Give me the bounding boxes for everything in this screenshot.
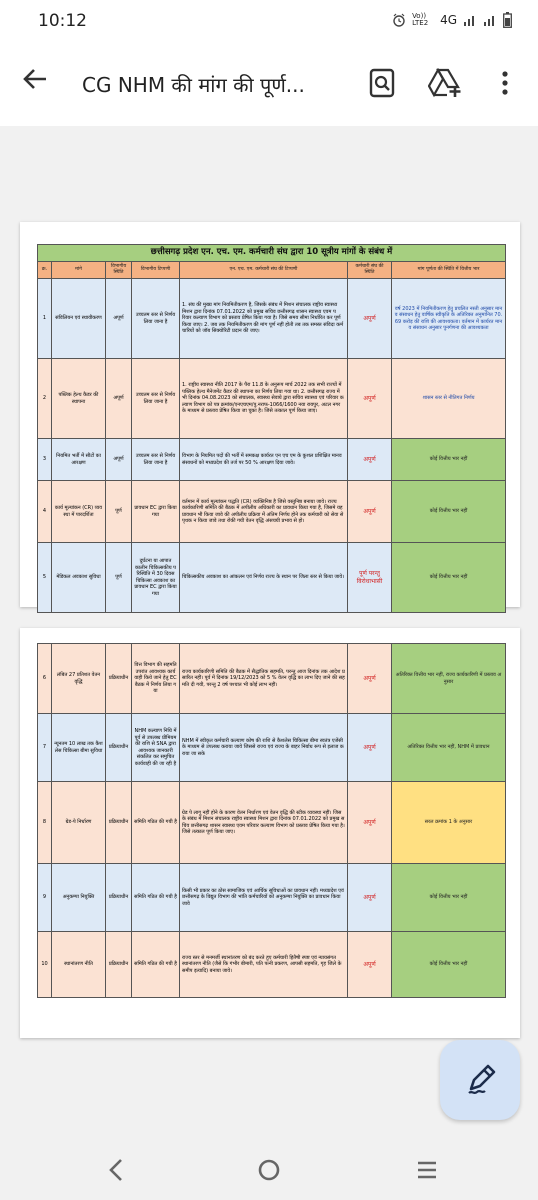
demand-cell: ग्रेड-पे निर्धारण xyxy=(52,782,106,864)
header-cell: विभागीय स्थिति xyxy=(106,262,132,279)
union-comment-cell: विभाग के नियमित पदों की भर्ती में समकक्ष कार्यरत एन एच एम के कुशल प्रशिक्षित मानव संसाधनों को मध्यप्रदेश की तर्ज पर 50 % आरक्षण दिया जावे। xyxy=(180,439,348,481)
union-status-cell: अपूर्ण xyxy=(348,782,392,864)
dept-comment-cell: समिति गठित की गयी है xyxy=(132,932,180,998)
union-status-cell: अपूर्ण xyxy=(348,481,392,543)
financial-burden-cell: कोई वित्तीय भार नहीं xyxy=(392,932,506,998)
row-number: 1 xyxy=(38,279,52,359)
edit-pen-icon xyxy=(440,1040,520,1120)
union-comment-cell: राज्य स्तर से मनमर्जी स्थानांतरण को बंद करते हुए कर्मचारी हितैषी स्पष्ट एवं न्यायसंगत स्थानांतरण नीति (जैसे कि गंभीर बीमारी, पति पत्नी प्रकरण, आपसी सहमति, गृह जिले के समीप इत्यादि) बनाया जावे। xyxy=(180,932,348,998)
signal-icon xyxy=(483,13,497,27)
table-row xyxy=(38,714,506,782)
union-status-cell: अपूर्ण xyxy=(348,714,392,782)
union-comment-cell: ग्रेड पे लागू नहीं होने के कारण वेतन निर्धारण एवं वेतन वृद्धि की स्टीक व्यवस्था नहीं। जिसके संबंध में मिशन संचालक राष्ट्रीय स्वास्थ्य मिशन द्वारा दिनांक 07.01.2022 को प्रमुख सचिव छत्तीसगढ़ शासन स्वास्थ्य एवम परिवार कल्याण विभाग को प्रस्ताव प्रेषित किया गया है। जिसे तत्काल पूर्ण किया जाए। xyxy=(180,782,348,864)
dept-comment-cell: उच्चतम स्तर से निर्णय लिया जाना है xyxy=(132,359,180,439)
financial-burden-cell: सरल क्रमांक 1 के अनुसार xyxy=(392,782,506,864)
document-page-2[interactable] xyxy=(20,628,520,1038)
union-comment-cell: NHM में स्वीकृत कर्मचारी कल्याण कोष की राशि से कैशलेस चिकित्सा बीमा स्वतंत्र एजेंसी के माध्यम से उपलब्ध कराया जावे जिससे राज्य एवं राज्य के बाहर निर्बाध रूप से इलाज कराया जा सके xyxy=(180,714,348,782)
dept-comment-cell: उच्चतम स्तर से निर्णय लिया जाना है xyxy=(132,279,180,359)
table-row xyxy=(38,644,506,714)
dept-status-cell: प्रक्रियाधीन xyxy=(106,644,132,714)
dept-status-cell: अपूर्ण xyxy=(106,359,132,439)
dept-status-cell: पूर्ण xyxy=(106,543,132,613)
union-comment-cell: वर्तमान में कार्य मूल्यांकन पद्धति (CR) व्यक्तिनिष्ठ है जिसे वस्तुनिष्ठ बनाया जावे। राज्य कार्यकारिणी समिति की बैठक में अपीलीय अधिकारी का प्रावधान किया गया है, जिसमे यह प्रावधान भी किया जावे की अपीलीय प्रक्रिया में अंतिम निर्णय होने तक कर्मचारी को सेवा से पृथक न किया जावे तथा रोकी गयी वेतन वृद्धि अंसचयी प्रभाव से हो। xyxy=(180,481,348,543)
battery-icon xyxy=(503,12,512,28)
dept-status-cell: प्रक्रियाधीन xyxy=(106,864,132,932)
dept-status-cell: पूर्ण xyxy=(106,481,132,543)
nav-back-icon[interactable] xyxy=(100,1152,134,1188)
row-number: 7 xyxy=(38,714,52,782)
union-status-cell: अपूर्ण xyxy=(348,644,392,714)
header-cell: एन. एच. एम. कर्मचारी संघ की टिप्पणी xyxy=(180,262,348,279)
table-row xyxy=(38,543,506,613)
demands-table-page-1 xyxy=(37,244,506,613)
dept-comment-cell: NHM कल्याण निधि में पूर्व से उपलब्ध प्रीमियम की राशि से SNA द्वारा आवश्यक जानकारी संकलित कर समुचित कार्यवाही की जा रही है xyxy=(132,714,180,782)
header-cell: विभागीय टिप्पणी xyxy=(132,262,180,279)
financial-burden-cell: कोई वित्तीय भार नहीं xyxy=(392,864,506,932)
volte-label: Vo)) LTE2 xyxy=(412,12,429,27)
search-document-icon[interactable] xyxy=(368,68,396,98)
union-status-cell: पूर्ण परन्तु विरोधाभासी xyxy=(348,543,392,613)
document-page-1[interactable] xyxy=(20,222,520,607)
union-comment-cell: चिकित्सकीय अवकाश का आंकलन एवं निर्णय राज्य के स्थान पर जिला स्तर से किया जावे। xyxy=(180,543,348,613)
union-status-cell: अपूर्ण xyxy=(348,279,392,359)
union-comment-cell: 1. संघ की मुख्य मांग नियमितीकरण है, जिसके संबंध में मिशन संचालक राष्ट्रीय स्वास्थ्य मिशन द्वारा दिनांक 07.01.2022 को प्रमुख सचिव छत्तीसगढ़ शासन स्वास्थ्य एवम परिवार कल्याण विभाग को प्रस्ताव प्रेषित किया गया है। जिसे समय सीमा निर्धारित कर पूर्ण किया जाए। 2. जब तक नियमितीकरण की मांग पूर्ण नहीं होती तब तक समस्त संविदा कर्मचारियों को जॉब सिक्योरिटी प्रदान की जाए। xyxy=(180,279,348,359)
row-number: 6 xyxy=(38,644,52,714)
row-number: 10 xyxy=(38,932,52,998)
dept-comment-cell: समिति गठित की गयी है xyxy=(132,782,180,864)
dept-comment-cell: दुर्घटना या आपातकालीन चिकित्सकीय परिस्थिति में 30 दिवस चिकित्सा अवकाश का प्रावधान EC द्वारा किया गया xyxy=(132,543,180,613)
demand-cell: स्थानांतरण नीति xyxy=(52,932,106,998)
demand-cell: लंबित 27 प्रतिशत वेतन वृद्धि xyxy=(52,644,106,714)
row-number: 9 xyxy=(38,864,52,932)
demand-cell: न्यूनतम 10 लाख तक कैशलेस चिकित्सा बीमा सुविधा xyxy=(52,714,106,782)
dept-comment-cell: समिति गठित की गयी है xyxy=(132,864,180,932)
header-cell: मांग पूर्णता की स्थिति में वित्तीय भार xyxy=(392,262,506,279)
table-row xyxy=(38,359,506,439)
nav-recents-icon[interactable] xyxy=(410,1152,444,1188)
dept-comment-cell: वित्त विभाग की सहमति उपरांत आवश्यक कार्यवाही किये जाने हेतु EC बैठक में निर्णय लिया गया xyxy=(132,644,180,714)
header-cell: क्र. xyxy=(38,262,52,279)
demand-cell: मेडिकल अवकाश सुविधा xyxy=(52,543,106,613)
header-cell: मांगे xyxy=(52,262,106,279)
demand-cell: पब्लिक हेल्थ कैडर की स्थापना xyxy=(52,359,106,439)
status-icons xyxy=(392,12,512,28)
demand-cell: कार्य मूल्यांकन (CR) व्यवस्था में पारदर्शिता xyxy=(52,481,106,543)
demand-cell: अनुकम्पा नियुक्ति xyxy=(52,864,106,932)
financial-burden-cell: अतिरिक्त वित्तीय भार नहीं, NHM में प्रावधान xyxy=(392,714,506,782)
row-number: 5 xyxy=(38,543,52,613)
financial-burden-cell: वर्ष 2023 में नियमितीकरण हेतु प्रचलित नस्ती अनुसार मानव संसाधन हेतु वार्षिक स्वीकृति के अतिरिक्त अनुमानित 70.69 करोड़ की राशि की आवश्यकता। वर्तमान में कार्यरत मानव संसाधन अनुसार पुनर्गणना की आवश्यकता xyxy=(392,279,506,359)
table-title: छत्तीसगढ़ प्रदेश एन. एच. एम. कर्मचारी संघ द्वारा 10 सूत्रीय मांगों के संबंध में xyxy=(38,245,506,262)
network-label: 4G xyxy=(440,13,457,27)
row-number: 4 xyxy=(38,481,52,543)
arrow-left-icon[interactable] xyxy=(22,66,48,92)
table-row xyxy=(38,481,506,543)
financial-burden-cell: शासन स्तर से नीतिगत निर्णय xyxy=(392,359,506,439)
demands-table-page-2 xyxy=(37,643,506,998)
financial-burden-cell: कोई वित्तीय भार नहीं xyxy=(392,439,506,481)
alarm-icon xyxy=(392,13,406,27)
union-status-cell: अपूर्ण xyxy=(348,439,392,481)
table-row xyxy=(38,864,506,932)
financial-burden-cell: अतिरिक्त वित्तीय भार नहीं, राज्य कार्यकारिणी में प्रस्ताव अनुसार xyxy=(392,644,506,714)
system-navigation-bar xyxy=(0,1140,538,1200)
add-to-drive-icon[interactable] xyxy=(428,68,462,98)
union-status-cell: अपूर्ण xyxy=(348,359,392,439)
dept-status-cell: अपूर्ण xyxy=(106,279,132,359)
financial-burden-cell: कोई वित्तीय भार नहीं xyxy=(392,481,506,543)
nav-home-icon[interactable] xyxy=(252,1152,286,1188)
table-header-row xyxy=(38,262,506,279)
dept-comment-cell: प्रावधान EC द्वारा किया गया xyxy=(132,481,180,543)
document-title: CG NHM की मांग की पूर्ण... xyxy=(82,73,305,97)
union-status-cell: अपूर्ण xyxy=(348,932,392,998)
status-time: 10:12 xyxy=(38,11,87,31)
table-row xyxy=(38,439,506,481)
union-comment-cell: किसी भी प्रकार का ठोस सामाजिक एवं आर्थिक सुविधाओं का प्रावधान नहीं। मध्यप्रदेश एवं छत्तीसगढ़ के विद्युत विभाग की भांति कर्मचारियों को अनुकम्पा नियुक्ति का प्रावधान किया जावे xyxy=(180,864,348,932)
row-number: 2 xyxy=(38,359,52,439)
status-bar xyxy=(0,0,538,44)
row-number: 3 xyxy=(38,439,52,481)
dept-status-cell: प्रक्रियाधीन xyxy=(106,782,132,864)
demand-cell: संविलियन एवं स्थायीकरण xyxy=(52,279,106,359)
row-number: 8 xyxy=(38,782,52,864)
table-row xyxy=(38,932,506,998)
dept-status-cell: प्रक्रियाधीन xyxy=(106,932,132,998)
more-options-icon[interactable] xyxy=(500,68,510,98)
demand-cell: नियमित भर्ती में सीटों का आरक्षण xyxy=(52,439,106,481)
edit-fab-button[interactable] xyxy=(440,1040,520,1120)
header-cell: कर्मचारी संघ की स्थिति xyxy=(348,262,392,279)
table-row xyxy=(38,279,506,359)
union-comment-cell: 1. राष्ट्रीय स्वास्थ्य नीति 2017 के पैरा 11.8 के अनुरूप मार्च 2022 तक सभी राज्यों में पब्लिक हेल्थ मैनेजमेंट कैडर की स्थापना का निर्णय लिया गया था। 2. छत्तीसगढ़ राज्य में भी दिनांक 04.08.2023 को संचालक, स्वास्थ्य सेवाये द्वारा सचिव स्वास्थ्य एवं परिवार कल्याण विभाग को पत्र क्रमांक/एनएचएम/पु.नराफ-1066/1600 नया रायपुर, अटल नगर के माध्यम से प्रस्ताव प्रेषित किया जा चुका है। जिसे तत्काल पूर्ण किया जाए। xyxy=(180,359,348,439)
union-status-cell: अपूर्ण xyxy=(348,864,392,932)
signal-icon xyxy=(463,13,477,27)
dept-status-cell: अपूर्ण xyxy=(106,439,132,481)
union-comment-cell: राज्य कार्यकारिणी समिति की बैठक में सैद्धांतिक सहमति, परन्तु आज दिनांक तक आदेश प्रसारित नहीं। पूर्व में दिनांक 19/12/2023 को 5 % वेतन वृद्धि का लाभ दिए जाने की सहमति दी गयी, परन्तु 2 वर्ष पश्चात भी कोई लाभ नहीं। xyxy=(180,644,348,714)
app-bar xyxy=(0,44,538,126)
dept-comment-cell: उच्चतम स्तर से निर्णय लिया जाना है xyxy=(132,439,180,481)
table-row xyxy=(38,782,506,864)
dept-status-cell: प्रक्रियाधीन xyxy=(106,714,132,782)
financial-burden-cell: कोई वित्तीय भार नहीं xyxy=(392,543,506,613)
